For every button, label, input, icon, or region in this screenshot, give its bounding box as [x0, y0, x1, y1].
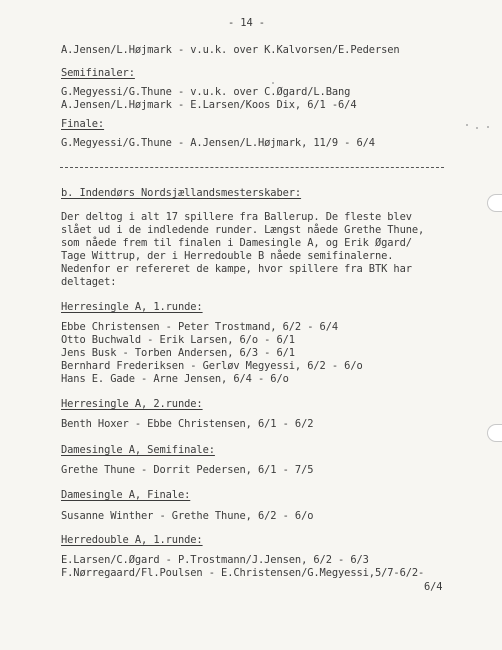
section-heading: Herredouble A, 1.runde: — [61, 534, 203, 546]
match-line: Benth Hoxer - Ebbe Christensen, 6/1 - 6/2 — [61, 418, 314, 430]
paragraph-line: slået ud i de indledende runder. Længst nåede Grethe Thune, — [61, 224, 425, 236]
match-line: F.Nørregaard/Fl.Poulsen - E.Christensen/G.Megyessi,5/7-6/2- — [61, 567, 425, 579]
paper-speck — [272, 82, 274, 84]
paragraph-line: som nåede frem til finalen i Damesingle A, og Erik Øgard/ — [61, 237, 412, 249]
section-heading: Damesingle A, Semifinale: — [61, 444, 215, 456]
dashed-divider — [60, 167, 444, 168]
page-number: - 14 - — [228, 17, 265, 29]
paragraph-line: Der deltog i alt 17 spillere fra Ballerup. De fleste blev — [61, 211, 412, 223]
paragraph-line: Nedenfor er refereret de kampe, hvor spillere fra BTK har — [61, 263, 412, 275]
paragraph-line: deltaget: — [61, 276, 117, 288]
match-line: Jens Busk - Torben Andersen, 6/3 - 6/1 — [61, 347, 295, 359]
punch-hole-top — [487, 194, 502, 212]
match-line: Susanne Winther - Grethe Thune, 6/2 - 6/o — [61, 510, 314, 522]
match-line: E.Larsen/C.Øgard - P.Trostmann/J.Jensen, 6/2 - 6/3 — [61, 554, 369, 566]
paper-speck — [466, 124, 468, 126]
paper-speck — [476, 127, 478, 129]
paper-speck — [487, 126, 489, 128]
match-line: G.Megyessi/G.Thune - A.Jensen/L.Højmark, 11/9 - 6/4 — [61, 137, 375, 149]
section-heading: Finale: — [61, 118, 105, 130]
section-heading: Semifinaler: — [61, 67, 135, 79]
punch-hole-bottom — [487, 424, 502, 442]
match-line: Grethe Thune - Dorrit Pedersen, 6/1 - 7/5 — [61, 464, 314, 476]
paragraph-line: Tage Wittrup, der i Herredouble B nåede semifinalerne. — [61, 250, 394, 262]
match-line: A.Jensen/L.Højmark - E.Larsen/Koos Dix, 6/1 -6/4 — [61, 99, 357, 111]
section-title — [61, 187, 301, 200]
match-line: G.Megyessi/G.Thune - v.u.k. over C.Øgard/L.Bang — [61, 86, 351, 98]
match-line: Hans E. Gade - Arne Jensen, 6/4 - 6/o — [61, 373, 289, 385]
match-line-continuation: 6/4 — [424, 581, 443, 593]
section-heading: Herresingle A, 2.runde: — [61, 398, 203, 410]
match-line: A.Jensen/L.Højmark - v.u.k. over K.Kalvorsen/E.Pedersen — [61, 44, 400, 56]
match-line: Otto Buchwald - Erik Larsen, 6/o - 6/1 — [61, 334, 295, 346]
match-line: Bernhard Frederiksen - Gerløv Megyessi, 6/2 - 6/o — [61, 360, 363, 372]
section-title-text: b. Indendørs Nordsjællandsmesterskaber: — [61, 187, 302, 199]
section-heading: Herresingle A, 1.runde: — [61, 301, 203, 313]
section-heading: Damesingle A, Finale: — [61, 489, 191, 501]
match-line: Ebbe Christensen - Peter Trostmand, 6/2 - 6/4 — [61, 321, 339, 333]
